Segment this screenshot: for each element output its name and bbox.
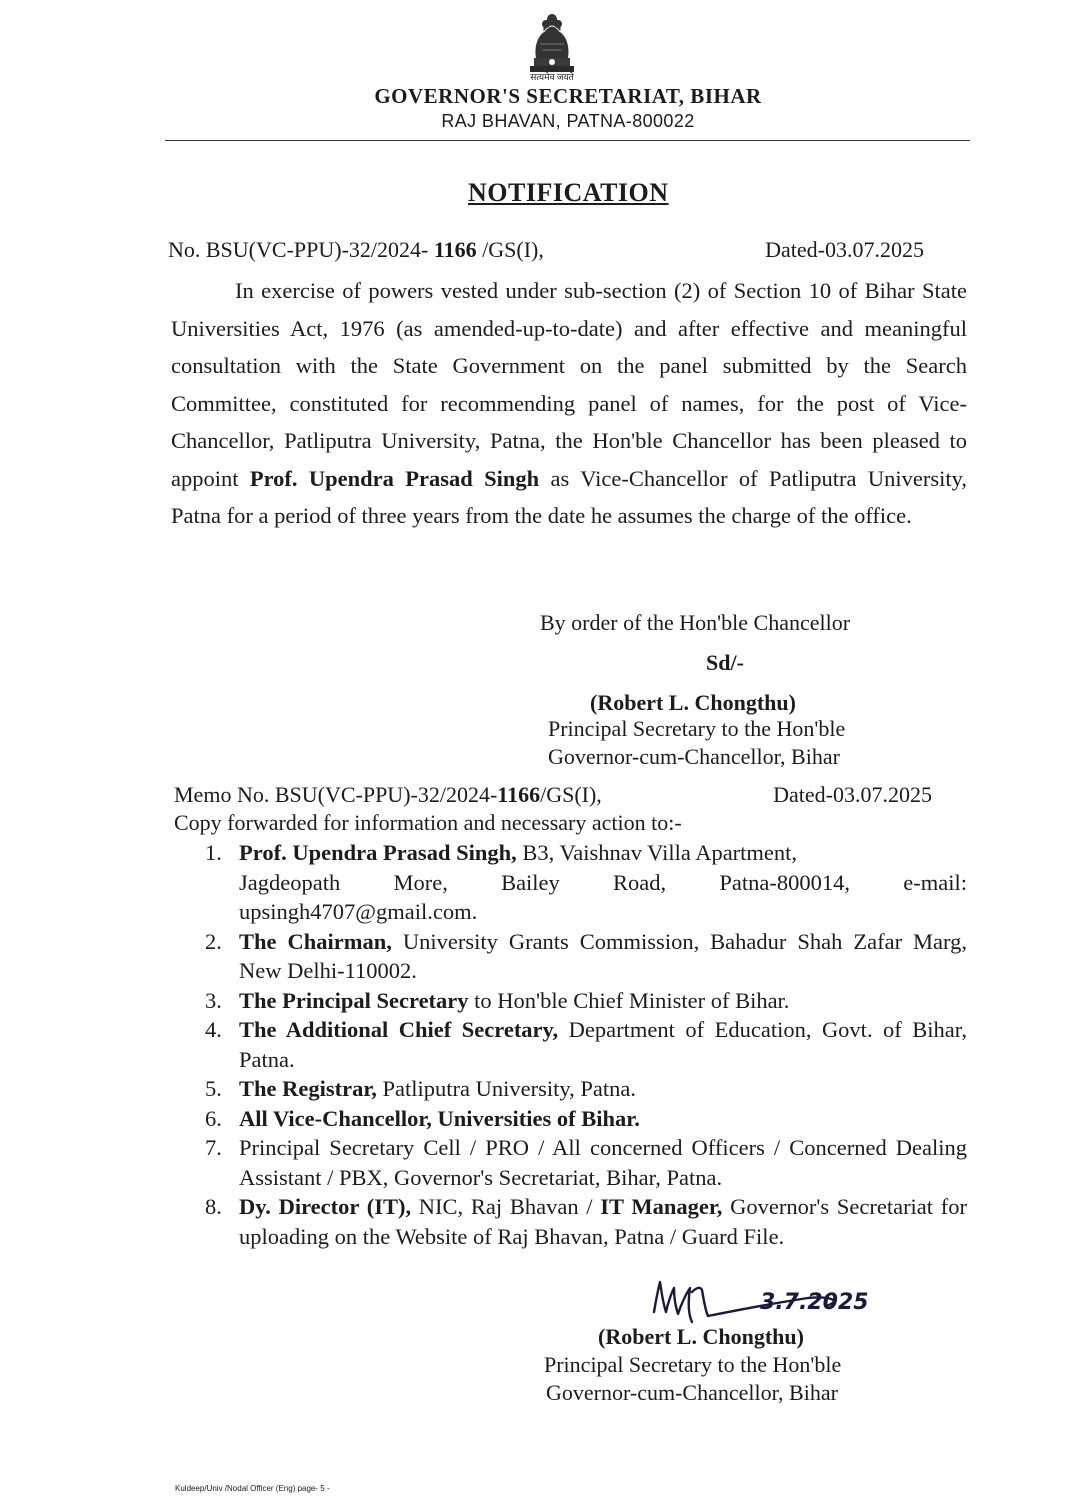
list-item: 6. All Vice-Chancellor, Universities of Bihar.	[205, 1105, 640, 1131]
footer-file-path: Kuldeep/Univ /Nodal Officer (Eng) page- 5 -	[175, 1484, 330, 1493]
signatory-designation-line1: Principal Secretary to the Hon'ble	[548, 716, 846, 741]
list-item: 3. The Principal Secretary to Hon'ble Chief Minister of Bihar.	[205, 987, 790, 1013]
header-divider	[165, 140, 970, 141]
list-item: 4. The Additional Chief Secretary, Department of Education, Govt. of Bihar, Patna.	[205, 1017, 967, 1072]
email-text: upsingh4707@gmail.com.	[239, 899, 478, 924]
list-item: 8. Dy. Director (IT), NIC, Raj Bhavan / IT Manager, Governor's Secretariat for uploading on the Website of Raj Bhavan, Patna / Guard File.	[205, 1194, 967, 1249]
signatory-designation-line2: Governor-cum-Chancellor, Bihar	[546, 1380, 838, 1405]
list-item: 5. The Registrar, Patliputra University, Patna.	[205, 1076, 637, 1101]
copy-recipients-list	[205, 838, 967, 1251]
reference-number: No. BSU(VC-PPU)-32/2024- 1166 /GS(I),	[168, 237, 544, 262]
copy-forwarded-text: Copy forwarded for information and necessary action to:-	[174, 810, 682, 835]
signatory-designation-line2: Governor-cum-Chancellor, Bihar	[548, 744, 840, 769]
memo-number: Memo No. BSU(VC-PPU)-32/2024-1166/GS(I),	[174, 782, 602, 807]
memo-reference	[174, 782, 932, 808]
list-item: 1. Prof. Upendra Prasad Singh, B3, Vaishnav Villa Apartment, Jagdeopath More, Bailey Road, Patna-800014, e-mail: upsingh4707@gmail.com.	[205, 838, 967, 927]
by-order-text: By order of the Hon'ble Chancellor	[540, 610, 851, 635]
handwritten-date: 3.7.2025	[760, 1290, 869, 1315]
state-emblem-icon	[522, 6, 582, 80]
signatory-designation-line1: Principal Secretary to the Hon'ble	[544, 1352, 842, 1377]
notification-title: NOTIFICATION	[468, 178, 669, 207]
notification-date: Dated-03.07.2025	[765, 237, 924, 262]
memo-date: Dated-03.07.2025	[773, 782, 932, 807]
sd-text: Sd/-	[706, 650, 744, 675]
appointee-name: Prof. Upendra Prasad Singh	[249, 465, 540, 491]
notification-body: In exercise of powers vested under sub-section (2) of Section 10 of Bihar State Universities Act, 1976 (as amended-up-to-date) and after effective and meaningful consultation with the State Government on the panel submitted by the Search Committee, constituted for recommending panel of names, for the post of Vice-Chancellor, Patliputra University, Patna, the Hon'ble Chancellor has been pleased to appoint Prof. Upendra Prasad Singh as Vice-Chancellor of Patliputra University, Patna for a period of three years from the date he assumes the charge of the office.	[171, 278, 968, 528]
list-item: 2. The Chairman, University Grants Commission, Bahadur Shah Zafar Marg, New Delhi-110002.	[205, 928, 967, 983]
org-address: RAJ BHAVAN, PATNA-800022	[441, 111, 695, 131]
emblem-motto: सत्यमेव जयते	[530, 72, 574, 82]
signatory-name: (Robert L. Chongthu)	[590, 690, 796, 715]
list-item: 7. Principal Secretary Cell / PRO / All concerned Officers / Concerned Dealing Assistant / PBX, Governor's Secretariat, Bihar, Patna.	[205, 1135, 967, 1190]
signatory-name: (Robert L. Chongthu)	[598, 1324, 804, 1349]
org-name: GOVERNOR'S SECRETARIAT, BIHAR	[374, 84, 762, 108]
notification-reference	[168, 237, 924, 263]
